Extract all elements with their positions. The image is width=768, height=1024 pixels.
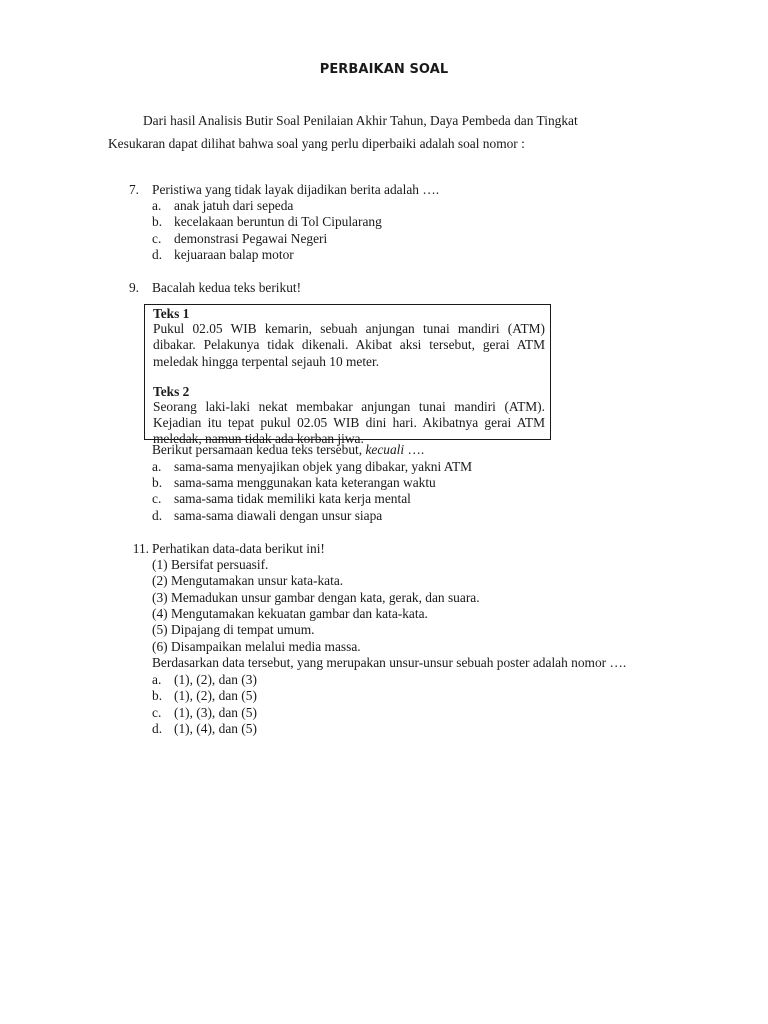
- option-letter: b.: [152, 475, 163, 490]
- intro-line-1: Dari hasil Analisis Butir Soal Penilaian Akhir Tahun, Daya Pembeda dan Tingkat: [143, 113, 578, 128]
- data-item: (1) Bersifat persuasif.: [152, 557, 269, 572]
- option-text: sama-sama tidak memiliki kata kerja mental: [174, 491, 411, 506]
- data-item: (6) Disampaikan melalui media massa.: [152, 639, 361, 654]
- option-text: (1), (4), dan (5): [174, 721, 257, 736]
- option-letter: d.: [152, 721, 163, 736]
- option-text: (1), (3), dan (5): [174, 705, 257, 720]
- option-letter: d.: [152, 247, 163, 262]
- emphasis-kecuali: kecuali: [365, 442, 405, 457]
- option-letter: c.: [152, 231, 162, 246]
- question-text: Bacalah kedua teks berikut!: [152, 280, 302, 295]
- question-prompt: Berdasarkan data tersebut, yang merupakan unsur-unsur sebuah poster adalah nomor ….: [152, 655, 627, 670]
- option-letter: b.: [152, 214, 163, 229]
- teks-2-title: Teks 2: [153, 383, 190, 399]
- question-text: Perhatikan data-data berikut ini!: [152, 541, 325, 556]
- teks-1-body: Pukul 02.05 WIB kemarin, sebuah anjungan tunai mandiri (ATM) dibakar. Pelakunya tidak dikenali. Akibat aksi tersebut, gerai ATM meledak hingga terpental sejauh 10 meter.: [153, 321, 545, 369]
- intro-line-2: Kesukaran dapat dilihat bahwa soal yang perlu diperbaiki adalah soal nomor :: [108, 136, 525, 151]
- option-letter: c.: [152, 491, 162, 506]
- option-letter: a.: [152, 198, 162, 213]
- question-text: Peristiwa yang tidak layak dijadikan berita adalah ….: [152, 182, 440, 197]
- question-number: 9.: [128, 280, 139, 295]
- option-text: sama-sama diawali dengan unsur siapa: [174, 508, 383, 523]
- option-letter: a.: [152, 459, 162, 474]
- data-item: (3) Memadukan unsur gambar dengan kata, gerak, dan suara.: [152, 590, 480, 605]
- question-number: 11.: [132, 541, 149, 556]
- reading-text-box: [144, 304, 551, 447]
- option-letter: d.: [152, 508, 163, 523]
- page-title: PERBAIKAN SOAL: [319, 62, 449, 77]
- option-letter: a.: [152, 672, 162, 687]
- option-text: demonstrasi Pegawai Negeri: [174, 231, 328, 246]
- option-text: kecelakaan beruntun di Tol Cipularang: [174, 214, 382, 229]
- data-item: (2) Mengutamakan unsur kata-kata.: [152, 573, 344, 588]
- option-text: sama-sama menggunakan kata keterangan waktu: [174, 475, 436, 490]
- option-text: (1), (2), dan (5): [174, 688, 257, 703]
- option-letter: b.: [152, 688, 163, 703]
- option-text: kejuaraan balap motor: [174, 247, 294, 262]
- data-item: (4) Mengutamakan kekuatan gambar dan kata-kata.: [152, 606, 428, 621]
- question-number: 7.: [128, 182, 139, 197]
- option-text: sama-sama menyajikan objek yang dibakar, yakni ATM: [174, 459, 473, 474]
- option-text: (1), (2), dan (3): [174, 672, 257, 687]
- teks-1-title: Teks 1: [153, 306, 190, 321]
- question-prompt: Berikut persamaan kedua teks tersebut, kecuali ….: [152, 442, 425, 457]
- data-item: (5) Dipajang di tempat umum.: [152, 622, 315, 637]
- option-letter: c.: [152, 705, 162, 720]
- option-text: anak jatuh dari sepeda: [174, 198, 294, 213]
- teks-2-body: Seorang laki-laki nekat membakar anjungan tunai mandiri (ATM). Kejadian itu tepat pukul 02.05 WIB dini hari. Akibatnya gerai ATM meledak, namun tidak ada korban jiwa.: [153, 398, 545, 447]
